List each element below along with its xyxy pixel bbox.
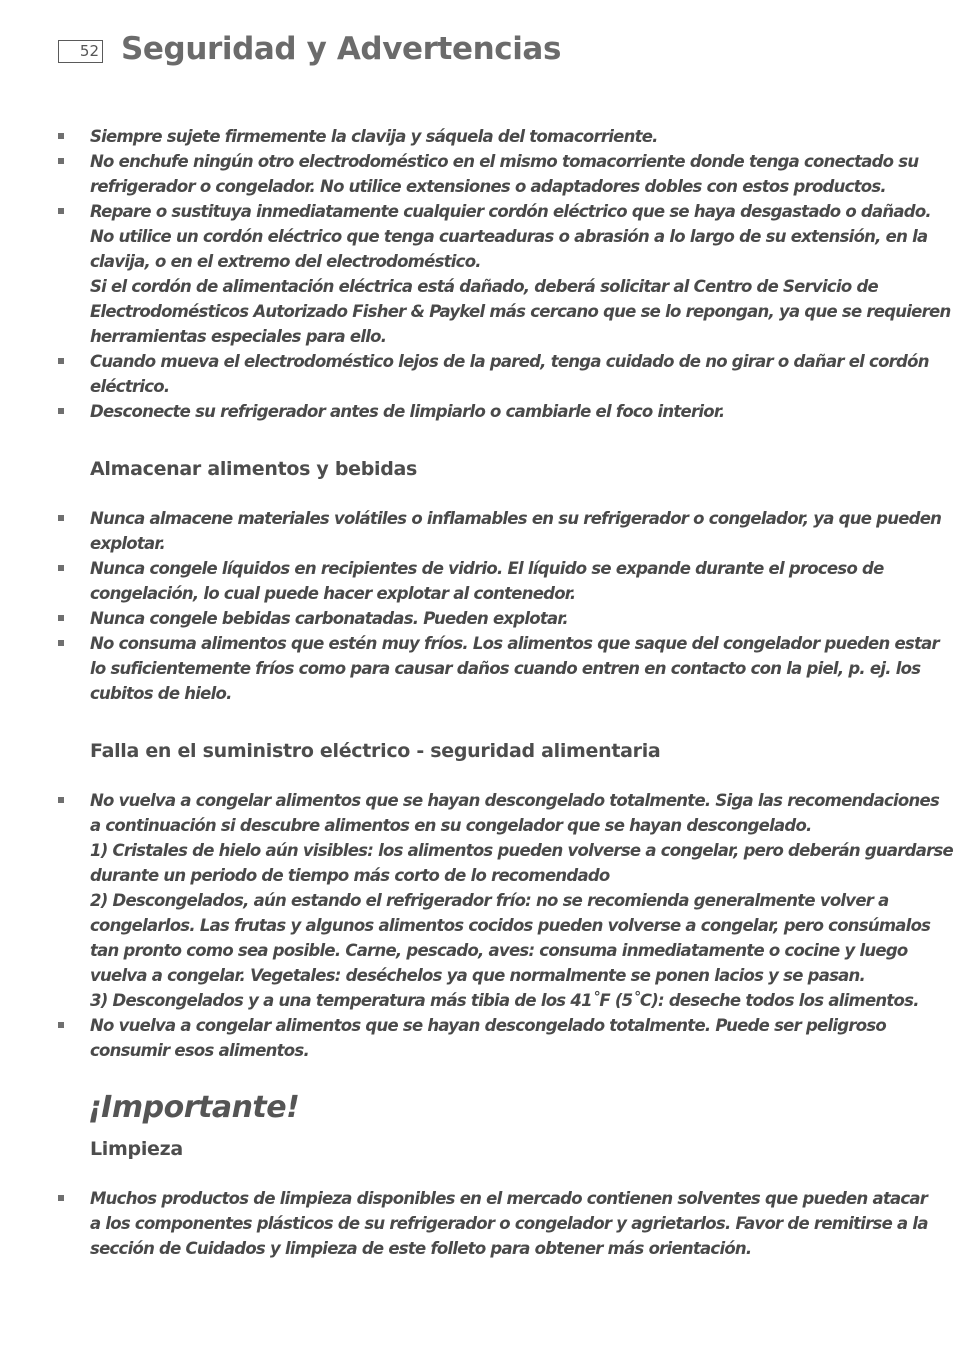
list-item-text-line: Nunca congele bebidas carbonatadas. Pueden explotar. — [90, 609, 568, 628]
list-item-text-line: 1) Cristales de hielo aún visibles: los alimentos pueden volverse a congelar, pero deberán guardarse — [90, 841, 953, 860]
list-item-text-line: Cuando mueva el electrodoméstico lejos de la pared, tenga cuidado de no girar o dañar el cordón — [90, 352, 929, 371]
list-item-text-line: consumir esos alimentos. — [90, 1041, 309, 1060]
list-item — [58, 506, 942, 556]
heading-cleaning: Limpieza — [90, 1138, 183, 1160]
list-item-text-line: Siempre sujete firmemente la clavija y sáquela del tomacorriente. — [90, 127, 658, 146]
list-item — [58, 606, 903, 631]
list-item-text-line: durante un periodo de tiempo más corto de lo recomendado — [90, 866, 610, 885]
list-item-text-line: Muchos productos de limpieza disponibles en el mercado contienen solventes que pueden atacar — [90, 1189, 928, 1208]
list-item — [58, 1186, 928, 1261]
bullet-list-electrical — [58, 124, 951, 424]
list-item-text-line: Desconecte su refrigerador antes de limpiarlo o cambiarle el foco interior. — [90, 402, 725, 421]
list-item-text-line: No consuma alimentos que estén muy fríos. Los alimentos que saque del congelador pueden estar — [90, 634, 939, 653]
list-item — [58, 788, 953, 1013]
list-item-text-line: cubitos de hielo. — [90, 684, 232, 703]
list-item-text-line: tan pronto como sea posible. Carne, pescado, aves: consuma inmediatamente o cocine y luego — [90, 941, 908, 960]
list-item — [58, 399, 903, 424]
square-bullet-icon — [58, 1022, 64, 1028]
list-item-text-line: Nunca congele líquidos en recipientes de vidrio. El líquido se expande durante el proceso de — [90, 559, 884, 578]
square-bullet-icon — [58, 1195, 64, 1201]
list-item — [58, 124, 903, 149]
square-bullet-icon — [58, 358, 64, 364]
square-bullet-icon — [58, 158, 64, 164]
list-item-text-line: Si el cordón de alimentación eléctrica está dañado, deberá solicitar al Centro de Servicio de — [90, 277, 878, 296]
heading-power-failure: Falla en el suministro eléctrico - seguridad alimentaria — [90, 740, 661, 762]
list-item-text-line: explotar. — [90, 534, 165, 553]
list-item-text-line: 2) Descongelados, aún estando el refrigerador frío: no se recomienda generalmente volver a — [90, 891, 889, 910]
bullet-list-food-storage — [58, 506, 942, 706]
list-item-text-line: eléctrico. — [90, 377, 170, 396]
page-title: Seguridad y Advertencias — [121, 31, 562, 67]
square-bullet-icon — [58, 615, 64, 621]
list-item — [58, 1013, 903, 1063]
list-item-text-line: a los componentes plásticos de su refrigerador o congelador y agrietarlos. Favor de remitirse a la — [90, 1214, 928, 1233]
list-item — [58, 349, 929, 399]
list-item-text-line: a continuación si descubre alimentos en su congelador que se hayan descongelado. — [90, 816, 812, 835]
list-item — [58, 199, 951, 349]
list-item-text-line: No utilice un cordón eléctrico que tenga cuarteaduras o abrasión a lo largo de su extensión, en la — [90, 227, 928, 246]
list-item-text-line: congelarlos. Las frutas y algunos alimentos cocidos pueden volverse a congelar, pero consúmalos — [90, 916, 931, 935]
list-item-text-line: No enchufe ningún otro electrodoméstico en el mismo tomacorriente donde tenga conectado su — [90, 152, 919, 171]
list-item-text-line: vuelva a congelar. Vegetales: deséchelos ya que normalmente se ponen lacios y se pasan. — [90, 966, 866, 985]
list-item — [58, 556, 903, 606]
list-item-text-line: Nunca almacene materiales volátiles o inflamables en su refrigerador o congelador, ya que pueden — [90, 509, 942, 528]
square-bullet-icon — [58, 408, 64, 414]
list-item-text-line: lo suficientemente fríos como para causar daños cuando entren en contacto con la piel, p. ej. los — [90, 659, 921, 678]
page-number: 52 — [58, 40, 103, 63]
square-bullet-icon — [58, 133, 64, 139]
list-item-text-line: sección de Cuidados y limpieza de este folleto para obtener más orientación. — [90, 1239, 752, 1258]
list-item-text-line: No vuelva a congelar alimentos que se hayan descongelado totalmente. Siga las recomendaciones — [90, 791, 940, 810]
square-bullet-icon — [58, 640, 64, 646]
square-bullet-icon — [58, 208, 64, 214]
list-item — [58, 631, 939, 706]
square-bullet-icon — [58, 797, 64, 803]
list-item-text-line: No vuelva a congelar alimentos que se hayan descongelado totalmente. Puede ser peligroso — [90, 1016, 886, 1035]
square-bullet-icon — [58, 515, 64, 521]
list-item-text-line: Repare o sustituya inmediatamente cualquier cordón eléctrico que se haya desgastado o dañado. — [90, 202, 931, 221]
list-item-text-line: congelación, lo cual puede hacer explotar al contenedor. — [90, 584, 576, 603]
list-item-text-line: herramientas especiales para ello. — [90, 327, 387, 346]
list-item-text-line: refrigerador o congelador. No utilice extensiones o adaptadores dobles con estos productos. — [90, 177, 886, 196]
square-bullet-icon — [58, 565, 64, 571]
bullet-list-power-failure — [58, 788, 953, 1063]
list-item-text-line: clavija, o en el extremo del electrodoméstico. — [90, 252, 481, 271]
list-item — [58, 149, 919, 199]
list-item-text-line: 3) Descongelados y a una temperatura más tibia de los 41˚F (5˚C): deseche todos los alimentos. — [90, 991, 919, 1010]
important-title: ¡Importante! — [88, 1090, 300, 1125]
bullet-list-cleaning — [58, 1186, 928, 1261]
list-item-text-line: Electrodomésticos Autorizado Fisher & Paykel más cercano que se lo repongan, ya que se requieren — [90, 302, 951, 321]
heading-food-storage: Almacenar alimentos y bebidas — [90, 458, 418, 480]
